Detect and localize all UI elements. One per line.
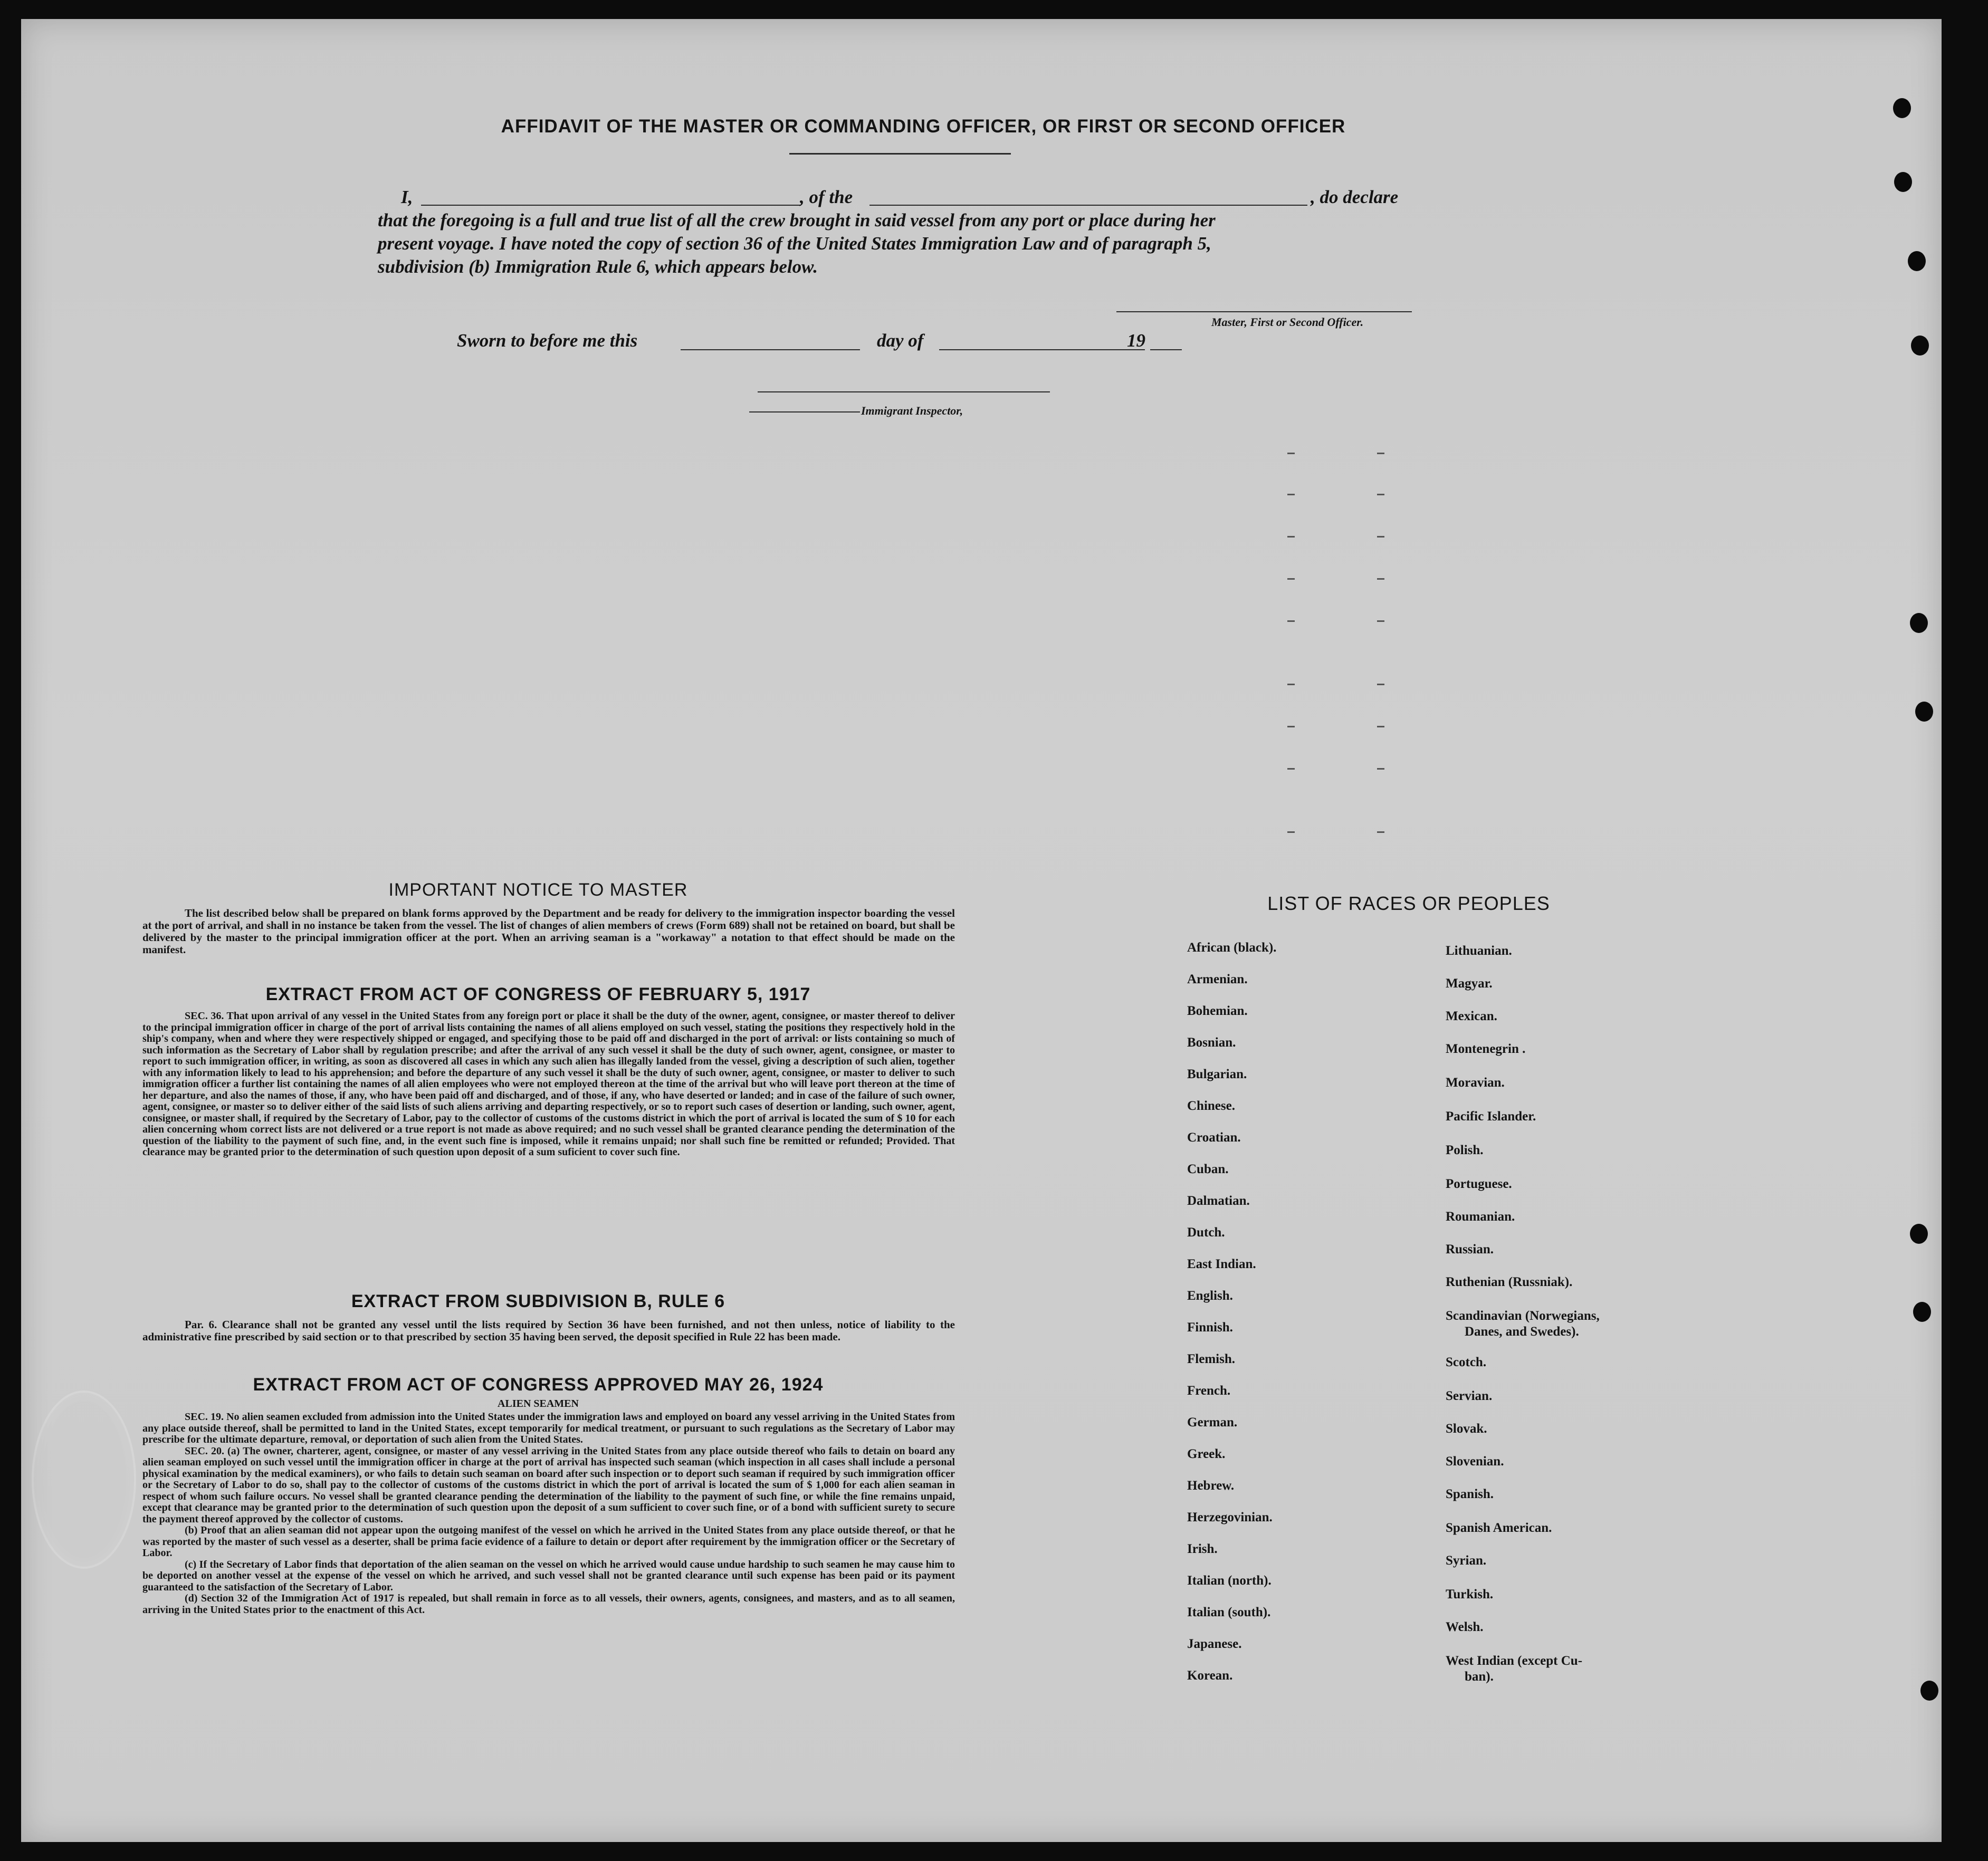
name-field-line[interactable] [421, 205, 801, 206]
race-item: ban). [1465, 1670, 1494, 1684]
bleed-dash [1377, 831, 1384, 833]
binder-hole [1908, 251, 1926, 271]
signature-label: Master, First or Second Officer. [1211, 315, 1364, 329]
race-item: Armenian. [1187, 972, 1248, 986]
race-item: Irish. [1187, 1542, 1218, 1556]
binder-hole [1915, 702, 1933, 722]
affidavit-line-3: present voyage. I have noted the copy of section 36 of the United States Immigration Law and of paragraph 5, [378, 233, 1211, 254]
race-item: West Indian (except Cu- [1446, 1654, 1583, 1668]
affidavit-i: I, [401, 187, 413, 207]
binder-hole [1893, 98, 1911, 118]
bleed-dash [1287, 453, 1295, 454]
race-item: Portuguese. [1446, 1177, 1512, 1191]
race-item: Roumanian. [1446, 1210, 1515, 1224]
race-item: Finnish. [1187, 1320, 1233, 1335]
race-item: Pacific Islander. [1446, 1109, 1536, 1124]
extract-1924-title: EXTRACT FROM ACT OF CONGRESS APPROVED MAY 26, 1924 [253, 1375, 824, 1395]
race-item: Spanish. [1446, 1487, 1494, 1501]
extract-rule6-text: Par. 6. Clearance shall not be granted any vessel until the lists required by Section 36 have been furnished, and not then unless, notice of liability to the administrative fine prescribed by said section or to that prescribed by section 35 having been served, the deposit specified in Rule 22 has been made. [142, 1318, 955, 1343]
extract-1924-p5: (d) Section 32 of the Immigration Act of 1917 is repealed, but shall remain in force as to all vessels, their owners, agents, consignees, and masters, and as to all seamen, arriving in the United States prior to the enactment of this Act. [142, 1593, 955, 1616]
race-item: Japanese. [1187, 1637, 1242, 1651]
extract-rule6-title: EXTRACT FROM SUBDIVISION B, RULE 6 [351, 1291, 725, 1311]
race-item: French. [1187, 1384, 1231, 1398]
bleed-dash [1287, 494, 1295, 495]
race-item: Bosnian. [1187, 1035, 1236, 1050]
bleed-dash [1287, 684, 1295, 685]
sworn-month-line[interactable] [939, 349, 1145, 350]
race-item: Greek. [1187, 1447, 1226, 1461]
bleed-dash [1377, 768, 1384, 770]
bleed-dash [1377, 536, 1384, 538]
day-of-text: day of [877, 330, 924, 351]
bleed-dash [1287, 578, 1295, 580]
embossed-seal [32, 1390, 136, 1569]
race-item: Slovenian. [1446, 1454, 1504, 1469]
extract-1924-body [142, 1412, 955, 1616]
affidavit-title: AFFIDAVIT OF THE MASTER OR COMMANDING OFFICER, OR FIRST OR SECOND OFFICER [501, 116, 1346, 137]
document-sheet [21, 19, 1942, 1842]
sworn-day-line[interactable] [681, 349, 860, 350]
binder-hole [1920, 1681, 1938, 1701]
race-item: Herzegovinian. [1187, 1510, 1273, 1524]
races-title: LIST OF RACES OR PEOPLES [1267, 893, 1550, 914]
race-item: Korean. [1187, 1668, 1233, 1683]
race-item: Bohemian. [1187, 1004, 1248, 1018]
race-item: Russian. [1446, 1242, 1494, 1256]
bleed-dash [1377, 453, 1384, 454]
race-item: Dalmatian. [1187, 1194, 1250, 1208]
race-item: Danes, and Swedes). [1465, 1325, 1579, 1339]
race-item: Bulgarian. [1187, 1067, 1247, 1081]
race-item: Croatian. [1187, 1130, 1241, 1145]
race-item: Scotch. [1446, 1355, 1487, 1369]
race-item: African (black). [1187, 941, 1277, 955]
race-item: Dutch. [1187, 1225, 1225, 1240]
race-item: Syrian. [1446, 1553, 1487, 1568]
inspector-line-top[interactable] [758, 391, 1050, 392]
bleed-dash [1377, 684, 1384, 685]
bleed-dash [1377, 726, 1384, 727]
inspector-label: Immigrant Inspector, [861, 404, 963, 417]
race-item: Ruthenian (Russniak). [1446, 1275, 1573, 1289]
extract-1924-p3: (b) Proof that an alien seaman did not appear upon the outgoing manifest of the vessel on which he arrived in the United States from any place outside thereof, or that he was reported by the master of such vessel as a deserter, shall be prima facie evidence of a failure to detain or deport after requirement by the immigration officer or the Secretary of Labor. [142, 1524, 955, 1559]
bleed-dash [1377, 620, 1384, 622]
race-item: Italian (north). [1187, 1574, 1272, 1588]
bleed-dash [1287, 620, 1295, 622]
binder-hole [1910, 1224, 1928, 1244]
notice-text: The list described below shall be prepared on blank forms approved by the Department and be ready for delivery to the immigration inspector boarding the vessel at the port of arrival, and shall in no instance be taken from the vessel. The list of changes of alien members of crews (Form 689) shall not be retained on board, but shall be delivered by the master to the principal immigration officer at the port. When an arriving seaman is a "workaway" a notation to that effect should be made on the manifest. [142, 907, 955, 956]
race-item: English. [1187, 1289, 1233, 1303]
race-item: Cuban. [1187, 1162, 1229, 1176]
race-item: Spanish American. [1446, 1521, 1552, 1535]
race-item: Servian. [1446, 1389, 1493, 1403]
race-item: Chinese. [1187, 1099, 1235, 1113]
race-item: Moravian. [1446, 1076, 1505, 1090]
affidavit-line-2: that the foregoing is a full and true list of all the crew brought in said vessel from any port or place during her [378, 210, 1216, 231]
race-item: Turkish. [1446, 1587, 1494, 1601]
race-item: Montenegrin . [1446, 1042, 1526, 1056]
bleed-dash [1287, 726, 1295, 727]
race-item: Mexican. [1446, 1009, 1497, 1023]
extract-1917-title: EXTRACT FROM ACT OF CONGRESS OF FEBRUARY 5, 1917 [265, 984, 811, 1004]
sworn-text: Sworn to before me this [457, 330, 638, 351]
race-item: Slovak. [1446, 1422, 1487, 1436]
race-item: German. [1187, 1415, 1238, 1430]
bleed-dash [1287, 536, 1295, 538]
bleed-dash [1377, 494, 1384, 495]
binder-hole [1894, 172, 1912, 192]
signature-line[interactable] [1116, 311, 1412, 312]
bleed-dash [1287, 768, 1295, 770]
race-item: Lithuanian. [1446, 944, 1512, 958]
bleed-dash [1287, 831, 1295, 833]
inspector-line[interactable] [749, 411, 860, 413]
year-prefix: 19 [1127, 330, 1145, 351]
extract-1917-text: SEC. 36. That upon arrival of any vessel in the United States from any foreign port or place it shall be the duty of the owner, agent, consignee, or master thereof to deliver to the principal immigration officer in charge of the port of arrival lists containing the names of all aliens employed on such vessel, stating the positions they respectively hold in the ship's company, when and where they were respectively shipped or engaged, and specifying those to be paid off and discharged in the port of arrival: or lists containing so much of such information as the Secretary of Labor shall by regulation prescribe; and after the arrival of any such vessel it shall be the duty of such owner, agent, consignee, or master to report to such immigration officer, in writing, as soon as discovered all cases in which any such alien has illegally landed from the vessel, giving a description of such alien, together with any information likely to lead to his apprehension; and before the departure of any such vessel it shall be the duty of such owner, agent, consignee, or master to deliver to such immigration officer a further list containing the names of all alien employees who were not employed thereon at the time of the arrival but who will leave port thereon at the time of her departure, and also the names of those, if any, who have been paid off and discharged, and of those, if any, who have deserted or landed; and in case of the failure of such owner, agent, consignee, or master so to deliver either of the said lists of such aliens arriving and departing respectively, or so to report such cases of desertion or landing, such owner, agent, consignee, or master shall, if required by the Secretary of Labor, pay to the collector of customs of the customs district in which the port of arrival is located the sum of $ 10 for each alien concerning whom correct lists are not delivered or a true report is not made as above required; and no such vessel shall be granted clearance pending the determination of the question of the liability to the payment of such fine, and, in the event such fine is imposed, while it remains unpaid; nor shall such fine be remitted or refunded; Provided. That clearance may be granted prior to the determination of such question upon deposit of a sum suficient to cover such fine. [142, 1010, 955, 1158]
year-line[interactable] [1150, 349, 1182, 350]
extract-1924-p1: SEC. 19. No alien seamen excluded from admission into the United States under the immigration laws and employed on board any vessel arriving in the United States from any place outside thereof, shall be permitted to land in the United States, except temporarily for medical treatment, or pursuant to such regulations as the Secretary of Labor may prescribe for the ultimate departure, removal, or deportation of such alien from the United States. [142, 1411, 955, 1445]
race-item: East Indian. [1187, 1257, 1256, 1271]
extract-1924-subtitle: ALIEN SEAMEN [498, 1398, 579, 1409]
vessel-field-line[interactable] [869, 205, 1307, 206]
affidavit-of-the: , of the [800, 187, 853, 207]
extract-1924-p4: (c) If the Secretary of Labor finds that deportation of the alien seaman on the vessel on which he arrived would cause undue hardship to such seamen he may cause him to be deported on another vessel at the expense of the vessel on which he arrived, and such vessel shall not be granted clearance until such expense has been paid or its payment guaranteed to the satisfaction of the Secretary of Labor. [142, 1558, 955, 1593]
extract-1924-p2: SEC. 20. (a) The owner, charterer, agent, consignee, or master of any vessel arriving in the United States from any place outside thereof who fails to detain on board any alien seaman employed on such vessel until the immigration officer in charge at the port of arrival has inspected such seaman (which inspection in all cases shall include a personal physical examination by the medical examiners), or who fails to detain such seaman on board after such inspection or to deport such seaman if required by such immigration officer or the Secretary of Labor to do so, shall pay to the collector of customs of the customs district in which the port of arrival is located the sum of $ 1,000 for each alien seaman in respect of whom such failure occurs. No vessel shall be granted clearance pending the determination of the liability to the payment of such fine, or while the fine remains unpaid, except that clearance may be granted prior to the determination of such question upon the deposit of a sum sufficient to cover such fine, or of a bond with sufficient surety to secure the payment thereof approved by the collector of customs. [142, 1445, 955, 1525]
notice-title: IMPORTANT NOTICE TO MASTER [388, 880, 688, 900]
bleed-dash [1377, 578, 1384, 580]
affidavit-line-4: subdivision (b) Immigration Rule 6, which appears below. [378, 256, 818, 277]
race-item: Magyar. [1446, 976, 1493, 991]
binder-hole [1911, 335, 1929, 356]
binder-hole [1913, 1302, 1931, 1322]
race-item: Italian (south). [1187, 1605, 1271, 1619]
affidavit-do-declare: , do declare [1311, 187, 1399, 207]
race-item: Flemish. [1187, 1352, 1235, 1366]
race-item: Hebrew. [1187, 1479, 1235, 1493]
title-underline [789, 153, 1011, 155]
race-item: Polish. [1446, 1143, 1484, 1157]
binder-hole [1910, 613, 1928, 633]
race-item: Welsh. [1446, 1620, 1484, 1634]
race-item: Scandinavian (Norwegians, [1446, 1309, 1600, 1323]
